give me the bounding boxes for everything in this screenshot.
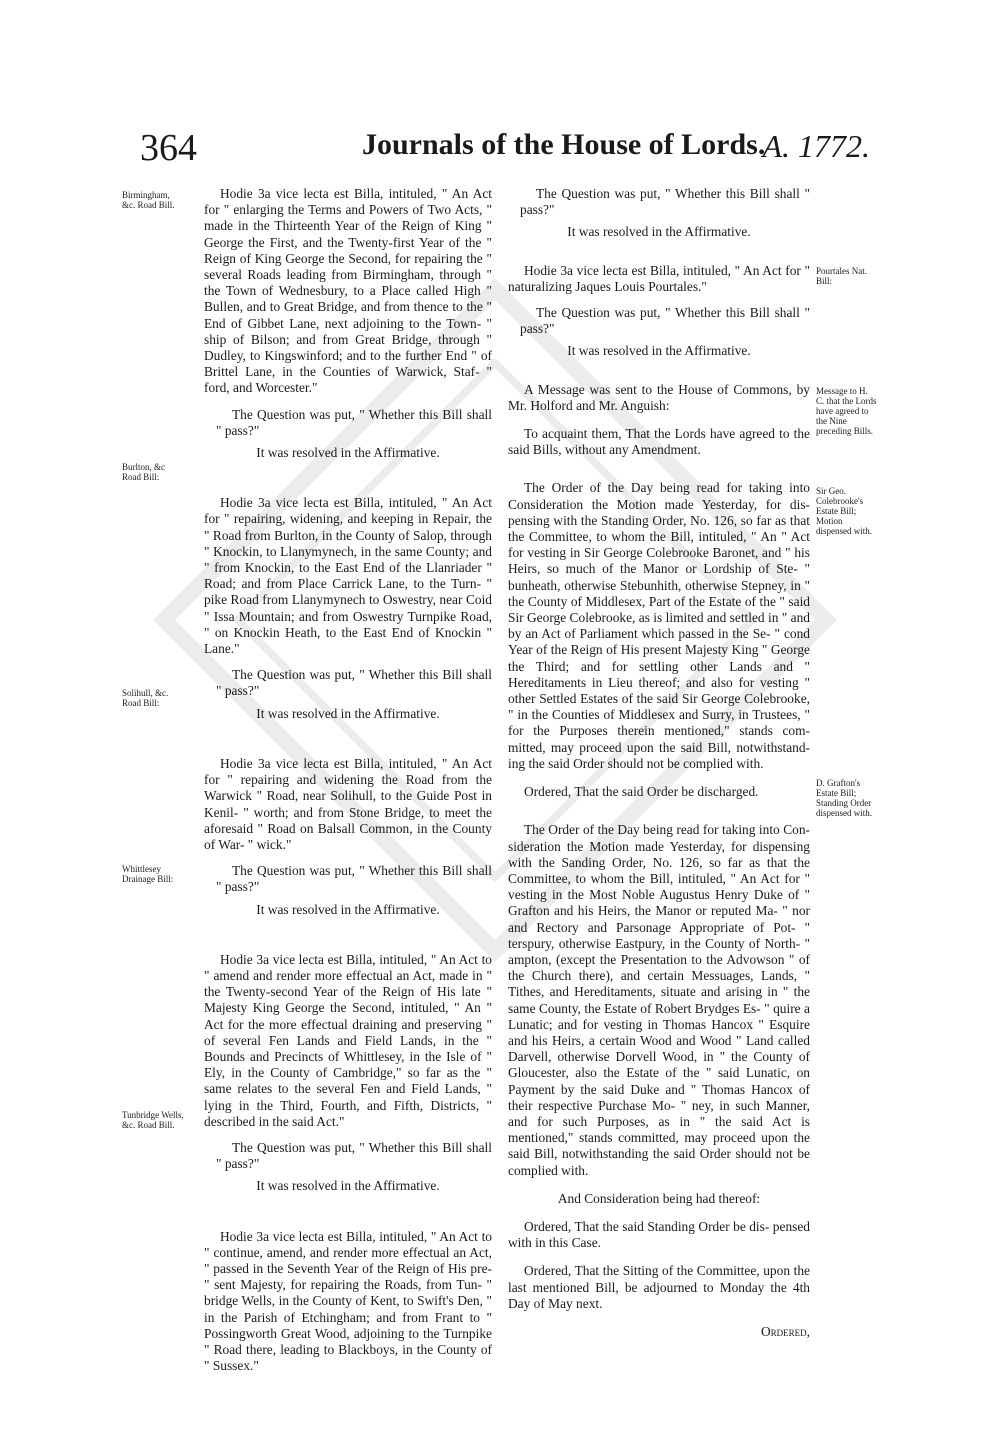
bill-text: Hodie 3a vice lecta est Billa, intituled, " An Act for " repairing, widening, and keeping in Repair, the " Road from Burlton, in the County of Salop, through " Knockin, to Llanymynech, in the same County; and " from Knockin, to the East End of the Llanriader " Road; and from Place Carrick Lane, to the Turn- " pike Road from Llanymynech to Oswestry, near Coid " Issa Mountain; and from Oswestry Turnpike Road, " on Knockin Heath, to the East End of Knockin " Lane.": [204, 495, 492, 657]
resolution-text: It was resolved in the Affirmative.: [256, 445, 440, 461]
question-text: The Question was put, " Whether this Bill shall " pass?": [216, 667, 492, 699]
resolution-text: It was resolved in the Affirmative.: [256, 901, 440, 917]
resolution-text: It was resolved in the Affirmative.: [567, 224, 751, 240]
margin-note-message: Message to H. C. that the Lords have agreed to the Nine preceding Bills.: [816, 386, 877, 436]
order-dispensed-text: Ordered, That the said Standing Order be dis- pensed with in this Case.: [508, 1218, 810, 1251]
margin-note-solihull: Solihull, &c. Road Bill:: [122, 688, 169, 708]
right-column: [508, 186, 810, 1340]
order-adjourned-text: Ordered, That the Sitting of the Committee, upon the last mentioned Bill, be adjourned to Monday the 4th Day of May next.: [508, 1263, 810, 1311]
margin-note-colebrooke: Sir Geo. Colebrooke's Estate Bill; Motion dispensed with.: [816, 486, 872, 536]
bill-text: Hodie 3a vice lecta est Billa, intituled, " An Act for " enlarging the Terms and Powers of Two Acts, " made in the Thirteenth Year of the Reign of King " George the First, and the Twenty-first Year of the " Reign of King George the Second, for repairing the " several Roads leading from Birmingham, through " the Town of Wednesbury, to a Place called High " Bullen, and to Great Bridge, and from thence to the " End of Gibbet Lane, next adjoining to the Town- " ship of Bilson; and from Great Bridge, through " Dudley, to Kingswinford; and to the further End " of Brittel Lane, in the Counties of Warwick, Staf- " ford, and Worcester.": [204, 186, 492, 396]
grafton-order-text: The Order of the Day being read for taking into Con- sideration the Motion made Yesterday, for dispensing with the Sanding Order, No. 126, so far as that the Committee, to whom the Bill, intituled, " An Act for " vesting in the Most Noble Augustus Henry Duke of " Grafton and his Heirs, the Manor or reputed Ma- " nor and Rectory and Parsonage Appropriate of Pot- " terspury, otherwise Eastpury, in the County of North- " ampton, (except the Presentation to the Advowson " of the Church there), and certain Messuages, Lands, " Tithes, and Hereditaments, situate and arising in " the same County, the Estate of Robert Brydges Es- " quire a Lunatic; and for vesting in Thomas Hancox " Esquire and his Heirs, a certain Wood and Wood " Land called Darvell, otherwise Dorvell Wood, in " the County of Gloucester, also the Estate of the " said Lunatic, on Payment by the said Duke and " Thomas Hancox of their respective Purchase Mo- " ney, in such Manner, and for such Purposes, as in " the said Act is mentioned," stands committed, may proceed upon the said Bill, notwithstanding the said Order should not be complied with.: [508, 822, 810, 1178]
question-text: The Question was put, " Whether this Bill shall " pass?": [216, 1139, 492, 1172]
consideration-text: And Consideration being had thereof:: [557, 1190, 761, 1206]
running-title: Journals of the House of Lords.: [362, 128, 766, 161]
margin-note-grafton: D. Grafton's Estate Bill; Standing Order dispensed with.: [816, 778, 872, 818]
bill-entry: [204, 1229, 492, 1375]
bill-text: Hodie 3a vice lecta est Billa, intituled, " An Act to " amend and render more effectual an Act, made in " the Twenty-second Year of the Reign of His late " Majesty King George the Second, intituled, " An " Act for the more effectual draining and preserving " of several Fen Lands and Field Lands, in the " Bounds and Precincts of Whittlesey, in the Isle of " Ely, in the County of Cambridge," so far as the " same relates to the several Fen and Field Lands, " lying in the Third, Fourth, and Fifth, Districts, " described in the said Act.": [204, 951, 492, 1129]
bill-text: Hodie 3a vice lecta est Billa, intituled, " An Act to " continue, amend, and render more effectual an Act, " passed in the Seventh Year of the Reign of His pre- " sent Majesty, for repairing the Roads, from Tun- " bridge Wells, in the County of Kent, to Swift's Den, " in the Parish of Etchingham; and from Frant to " Possingworth Great Wood, adjoining to the Turnpike " Road there, leading to Blackboys, in the County of " Sussex.": [204, 1228, 492, 1374]
pourtales-bill-text: Hodie 3a vice lecta est Billa, intituled, " An Act for " naturalizing Jaques Louis Pourtales.": [508, 262, 810, 294]
margin-note-whittlesey: Whittlesey Drainage Bill:: [122, 864, 174, 884]
bill-entry: [204, 756, 492, 918]
order-discharged-text: Ordered, That the said Order be discharged.: [524, 784, 759, 800]
question-text: The Question was put, " Whether this Bill shall " pass?": [216, 406, 492, 438]
margin-note-tunbridge: Tunbridge Wells, &c. Road Bill.: [122, 1110, 184, 1130]
margin-note-pourtales: Pourtales Nat. Bill:: [816, 266, 867, 286]
question-text: The Question was put, " Whether this Bill shall " pass?": [520, 186, 810, 218]
left-column: [204, 186, 492, 1386]
bill-text: Hodie 3a vice lecta est Billa, intituled, " An Act for " repairing and widening the Road from the Warwick " Road, near Solihull, to the Guide Post in Kenil- " worth; and from Stone Bridge, to meet the aforesaid " Road on Balsall Common, in the County of War- " wick.": [204, 755, 492, 852]
acquaint-text: To acquaint them, That the Lords have agreed to the said Bills, without any Amendment.: [508, 426, 810, 458]
bill-entry: [204, 186, 492, 461]
page-header: [140, 126, 870, 172]
question-text: The Question was put, " Whether this Bill shall " pass?": [520, 305, 810, 337]
margin-note-birmingham: Birmingham, &c. Road Bill.: [122, 190, 175, 210]
colebrooke-order-text: The Order of the Day being read for taking into Consideration the Motion made Yesterday, for dis- pensing with the Standing Order, No. 126, so far as that the Committee, to whom the Bill, intituled, " An " Act for vesting in Sir George Colebrooke Baronet, and " his Heirs, so much of the Manor or Lordship of Ste- " bunheath, otherwise Stebunhith, otherwise Stepney, in " the County of Middlesex, Part of the Estate of the " said Sir George Colebrooke, as is limited and settled in " and by an Act of Parliament which passed in the Se- " cond Year of the Reign of His present Majesty King " George the Third; and for settling other Lands and " Hereditaments in Lieu thereof; and also for vesting " other Settled Estates of the said Sir George Colebrooke, " in the Counties of Middlesex and Surry, in Trustees, " for the Purposes therein mentioned," stands com- mitted, may proceed upon the said Bill, notwithstand- ing the said Order should not be complied with.: [508, 480, 810, 771]
message-text: A Message was sent to the House of Commons, by Mr. Holford and Mr. Anguish:: [508, 381, 810, 413]
resolution-text: It was resolved in the Affirmative.: [256, 705, 440, 721]
bill-entry: [204, 952, 492, 1195]
catchword: Ordered,: [760, 1323, 810, 1339]
margin-note-burlton: Burlton, &c Road Bill:: [122, 462, 165, 482]
bill-entry: [204, 495, 492, 722]
resolution-text: It was resolved in the Affirmative.: [256, 1178, 440, 1194]
question-text: The Question was put, " Whether this Bill shall " pass?": [216, 863, 492, 895]
year-label: A. 1772.: [762, 128, 870, 164]
page-number: 364: [140, 127, 197, 169]
resolution-text: It was resolved in the Affirmative.: [567, 343, 751, 359]
